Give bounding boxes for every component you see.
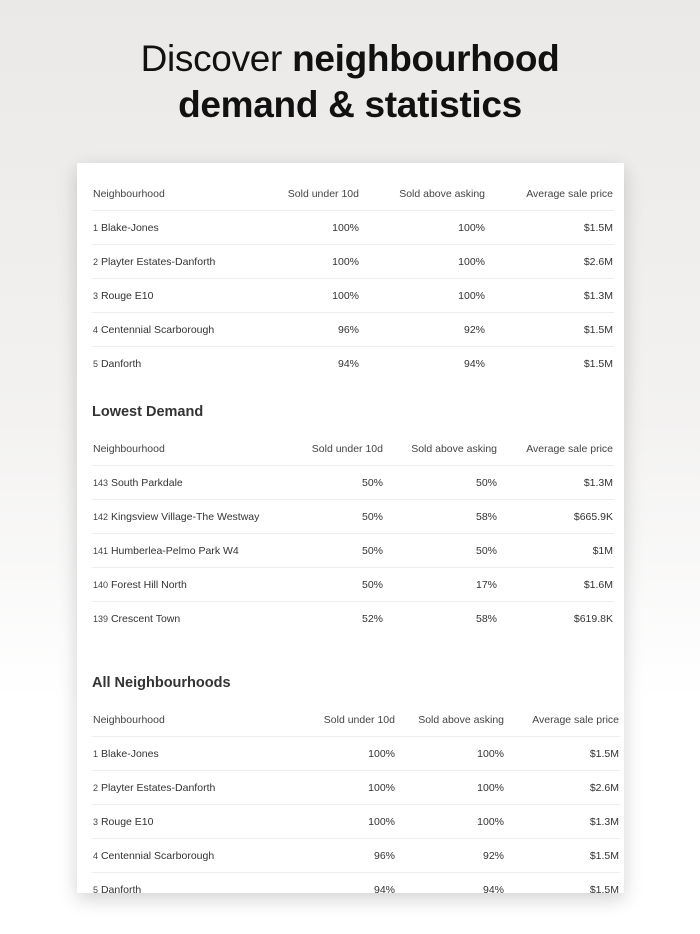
top-demand-table-section <box>92 177 613 380</box>
column-header[interactable]: Neighbourhood <box>93 187 165 200</box>
neighbourhood-name: Rouge E10 <box>100 289 154 302</box>
rank: 5 <box>93 358 99 369</box>
neighbourhood-cell[interactable] <box>92 805 304 839</box>
neighbourhood-cell[interactable] <box>92 737 304 771</box>
column-header[interactable]: Sold under 10d <box>323 713 395 726</box>
table-row[interactable] <box>92 839 620 873</box>
table-row[interactable] <box>92 466 614 500</box>
table-row[interactable] <box>92 245 614 279</box>
table-row[interactable] <box>92 602 614 636</box>
sold-under-10d-cell: 100% <box>304 805 396 839</box>
sold-above-asking-cell: 50% <box>384 466 498 500</box>
neighbourhood-cell[interactable] <box>92 839 304 873</box>
average-sale-price-cell: $1.6M <box>498 568 614 602</box>
table-header <box>92 177 614 211</box>
neighbourhood-name: Crescent Town <box>110 612 181 625</box>
column-header[interactable]: Average sale price <box>526 187 613 200</box>
neighbourhood-cell[interactable] <box>92 347 262 381</box>
rank: 140 <box>93 579 109 590</box>
rank: 2 <box>93 782 99 793</box>
rank: 5 <box>93 884 99 893</box>
average-sale-price-cell: $1.5M <box>505 737 620 771</box>
average-sale-price-cell: $1.5M <box>505 873 620 894</box>
table-row[interactable] <box>92 279 614 313</box>
table-row[interactable] <box>92 771 620 805</box>
column-header[interactable]: Sold under 10d <box>311 442 383 455</box>
neighbourhood-name: Humberlea-Pelmo Park W4 <box>110 544 239 557</box>
sold-under-10d-cell: 100% <box>262 245 360 279</box>
sold-above-asking-cell: 58% <box>384 602 498 636</box>
average-sale-price-cell: $1.5M <box>505 839 620 873</box>
rank: 141 <box>93 545 109 556</box>
average-sale-price-cell: $1.5M <box>486 313 614 347</box>
rank: 3 <box>93 816 99 827</box>
sold-under-10d-cell: 50% <box>292 568 384 602</box>
neighbourhood-cell[interactable] <box>92 568 292 602</box>
sold-above-asking-cell: 94% <box>360 347 486 381</box>
headline-bold-1: neighbourhood <box>292 38 560 79</box>
neighbourhood-cell[interactable] <box>92 466 292 500</box>
sold-under-10d-cell: 50% <box>292 466 384 500</box>
sold-under-10d-cell: 100% <box>262 279 360 313</box>
neighbourhood-cell[interactable] <box>92 873 304 894</box>
average-sale-price-cell: $1.3M <box>498 466 614 500</box>
column-header[interactable]: Neighbourhood <box>93 442 165 455</box>
lowest-demand-table <box>92 432 614 635</box>
column-header[interactable]: Average sale price <box>532 713 619 726</box>
neighbourhood-cell[interactable] <box>92 211 262 245</box>
sold-above-asking-cell: 100% <box>360 279 486 313</box>
sold-above-asking-cell: 100% <box>396 771 505 805</box>
section-title: All Neighbourhoods <box>92 675 231 691</box>
neighbourhood-name: Playter Estates-Danforth <box>100 781 216 794</box>
neighbourhood-name: Rouge E10 <box>100 815 154 828</box>
sold-above-asking-cell: 100% <box>360 245 486 279</box>
table-row[interactable] <box>92 534 614 568</box>
sold-under-10d-cell: 96% <box>304 839 396 873</box>
neighbourhood-name: Centennial Scarborough <box>100 849 215 862</box>
sold-under-10d-cell: 50% <box>292 534 384 568</box>
sold-above-asking-cell: 92% <box>396 839 505 873</box>
average-sale-price-cell: $1.5M <box>486 211 614 245</box>
average-sale-price-cell: $1.3M <box>486 279 614 313</box>
column-header[interactable]: Sold above asking <box>399 187 485 200</box>
all-neighbourhoods-table <box>92 703 620 893</box>
rank: 4 <box>93 850 99 861</box>
sold-above-asking-cell: 92% <box>360 313 486 347</box>
neighbourhood-cell[interactable] <box>92 771 304 805</box>
sold-under-10d-cell: 52% <box>292 602 384 636</box>
table-row[interactable] <box>92 737 620 771</box>
sold-under-10d-cell: 96% <box>262 313 360 347</box>
sold-under-10d-cell: 100% <box>304 771 396 805</box>
neighbourhood-cell[interactable] <box>92 245 262 279</box>
neighbourhood-name: Kingsview Village-The Westway <box>110 510 260 523</box>
neighbourhood-cell[interactable] <box>92 313 262 347</box>
table-row[interactable] <box>92 805 620 839</box>
rank: 143 <box>93 477 109 488</box>
all-neighbourhoods-table-section <box>92 675 619 893</box>
neighbourhood-name: Centennial Scarborough <box>100 323 215 336</box>
column-header[interactable]: Sold above asking <box>418 713 504 726</box>
sold-under-10d-cell: 100% <box>304 737 396 771</box>
headline-bold-2: demand & statistics <box>178 84 522 125</box>
stats-card <box>77 163 624 893</box>
neighbourhood-name: Danforth <box>100 357 142 370</box>
column-header[interactable]: Neighbourhood <box>93 713 165 726</box>
neighbourhood-cell[interactable] <box>92 602 292 636</box>
table-row[interactable] <box>92 873 620 894</box>
column-header[interactable]: Average sale price <box>526 442 613 455</box>
sold-above-asking-cell: 100% <box>396 805 505 839</box>
sold-above-asking-cell: 100% <box>360 211 486 245</box>
average-sale-price-cell: $2.6M <box>486 245 614 279</box>
average-sale-price-cell: $665.9K <box>498 500 614 534</box>
rank: 2 <box>93 256 99 267</box>
column-header[interactable]: Sold above asking <box>411 442 497 455</box>
table-header <box>92 703 620 737</box>
neighbourhood-name: Blake-Jones <box>100 221 159 234</box>
sold-under-10d-cell: 94% <box>304 873 396 894</box>
headline-light: Discover <box>140 38 293 79</box>
sold-above-asking-cell: 100% <box>396 737 505 771</box>
sold-above-asking-cell: 94% <box>396 873 505 894</box>
sold-under-10d-cell: 50% <box>292 500 384 534</box>
rank: 1 <box>93 748 99 759</box>
table-row[interactable] <box>92 568 614 602</box>
sold-above-asking-cell: 50% <box>384 534 498 568</box>
neighbourhood-name: Danforth <box>100 883 142 893</box>
average-sale-price-cell: $2.6M <box>505 771 620 805</box>
sold-under-10d-cell: 100% <box>262 211 360 245</box>
rank: 4 <box>93 324 99 335</box>
headline <box>0 36 700 128</box>
average-sale-price-cell: $619.8K <box>498 602 614 636</box>
table-row[interactable] <box>92 347 614 381</box>
neighbourhood-name: Playter Estates-Danforth <box>100 255 216 268</box>
neighbourhood-name: Blake-Jones <box>100 747 159 760</box>
rank: 3 <box>93 290 99 301</box>
average-sale-price-cell: $1.5M <box>486 347 614 381</box>
table-row[interactable] <box>92 211 614 245</box>
average-sale-price-cell: $1.3M <box>505 805 620 839</box>
rank: 1 <box>93 222 99 233</box>
rank: 139 <box>93 613 109 624</box>
rank: 142 <box>93 511 109 522</box>
average-sale-price-cell: $1M <box>498 534 614 568</box>
table-row[interactable] <box>92 500 614 534</box>
neighbourhood-cell[interactable] <box>92 279 262 313</box>
top-demand-table <box>92 177 614 380</box>
sold-above-asking-cell: 58% <box>384 500 498 534</box>
lowest-demand-table-section <box>92 404 613 635</box>
neighbourhood-name: Forest Hill North <box>110 578 187 591</box>
neighbourhood-cell[interactable] <box>92 534 292 568</box>
sold-under-10d-cell: 94% <box>262 347 360 381</box>
table-header <box>92 432 614 466</box>
neighbourhood-cell[interactable] <box>92 500 292 534</box>
sold-above-asking-cell: 17% <box>384 568 498 602</box>
table-row[interactable] <box>92 313 614 347</box>
neighbourhood-name: South Parkdale <box>110 476 183 489</box>
column-header[interactable]: Sold under 10d <box>287 187 359 200</box>
section-title: Lowest Demand <box>92 404 204 420</box>
